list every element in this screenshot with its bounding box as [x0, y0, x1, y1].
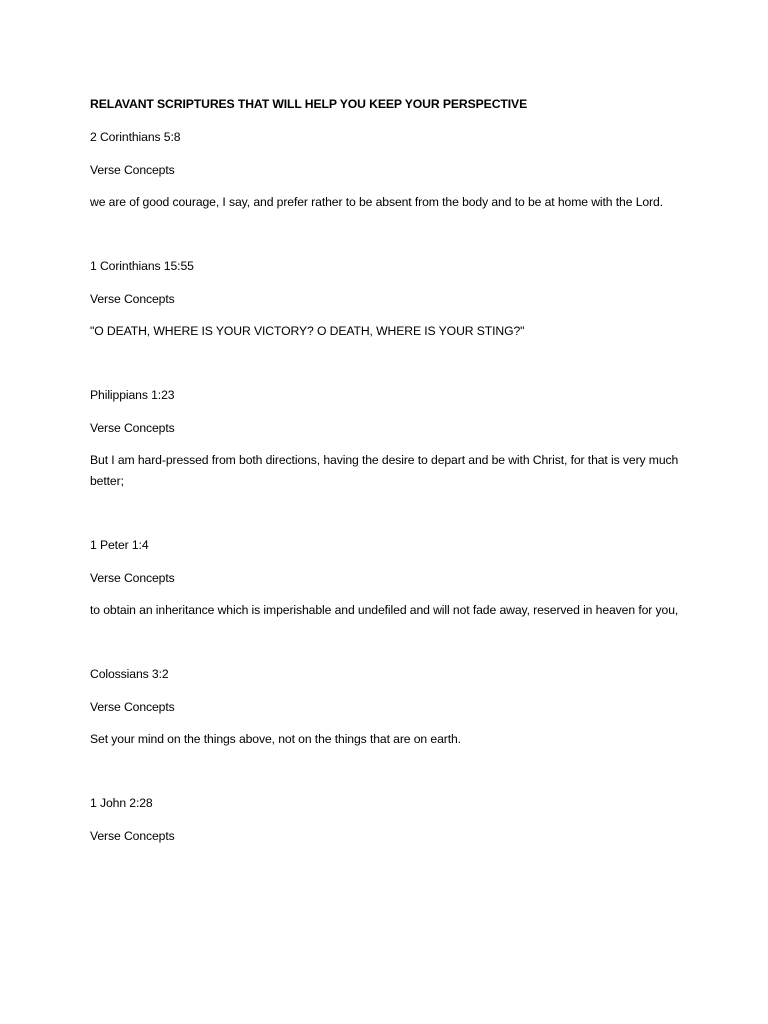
scripture-reference: 2 Corinthians 5:8 — [90, 130, 181, 144]
verse-concepts-label: Verse Concepts — [90, 571, 175, 585]
scripture-entry — [90, 256, 690, 385]
verse-concepts-label: Verse Concepts — [90, 292, 175, 306]
scripture-entry — [90, 127, 690, 256]
verse-concepts-label: Verse Concepts — [90, 421, 175, 435]
spacer — [90, 750, 690, 793]
verse-text: "O DEATH, WHERE IS YOUR VICTORY? O DEATH, WHERE IS YOUR STING?" — [90, 324, 525, 338]
verse-text: But I am hard-pressed from both directions, having the desire to depart and be with Christ, for that is very much better; — [90, 453, 682, 488]
scripture-reference: Philippians 1:23 — [90, 388, 175, 402]
verse-concepts-label: Verse Concepts — [90, 163, 175, 177]
document-title: RELAVANT SCRIPTURES THAT WILL HELP YOU KEEP YOUR PERSPECTIVE — [90, 97, 528, 111]
spacer — [90, 621, 690, 664]
spacer — [90, 492, 690, 535]
scripture-entry — [90, 535, 690, 664]
scripture-reference: 1 John 2:28 — [90, 796, 153, 810]
scripture-entry — [90, 793, 690, 847]
scripture-entry — [90, 385, 690, 535]
scripture-reference: 1 Peter 1:4 — [90, 538, 149, 552]
verse-text: Set your mind on the things above, not on the things that are on earth. — [90, 732, 461, 746]
document-body — [90, 94, 690, 858]
spacer — [90, 342, 690, 385]
verse-text: to obtain an inheritance which is imperishable and undefiled and will not fade away, reserved in heaven for you, — [90, 603, 679, 617]
verse-concepts-label: Verse Concepts — [90, 829, 175, 843]
verse-concepts-label: Verse Concepts — [90, 700, 175, 714]
scripture-entry — [90, 664, 690, 793]
scripture-reference: Colossians 3:2 — [90, 667, 169, 681]
scripture-reference: 1 Corinthians 15:55 — [90, 259, 194, 273]
spacer — [90, 213, 690, 256]
verse-text: we are of good courage, I say, and prefer rather to be absent from the body and to be at home with the Lord. — [90, 195, 663, 209]
